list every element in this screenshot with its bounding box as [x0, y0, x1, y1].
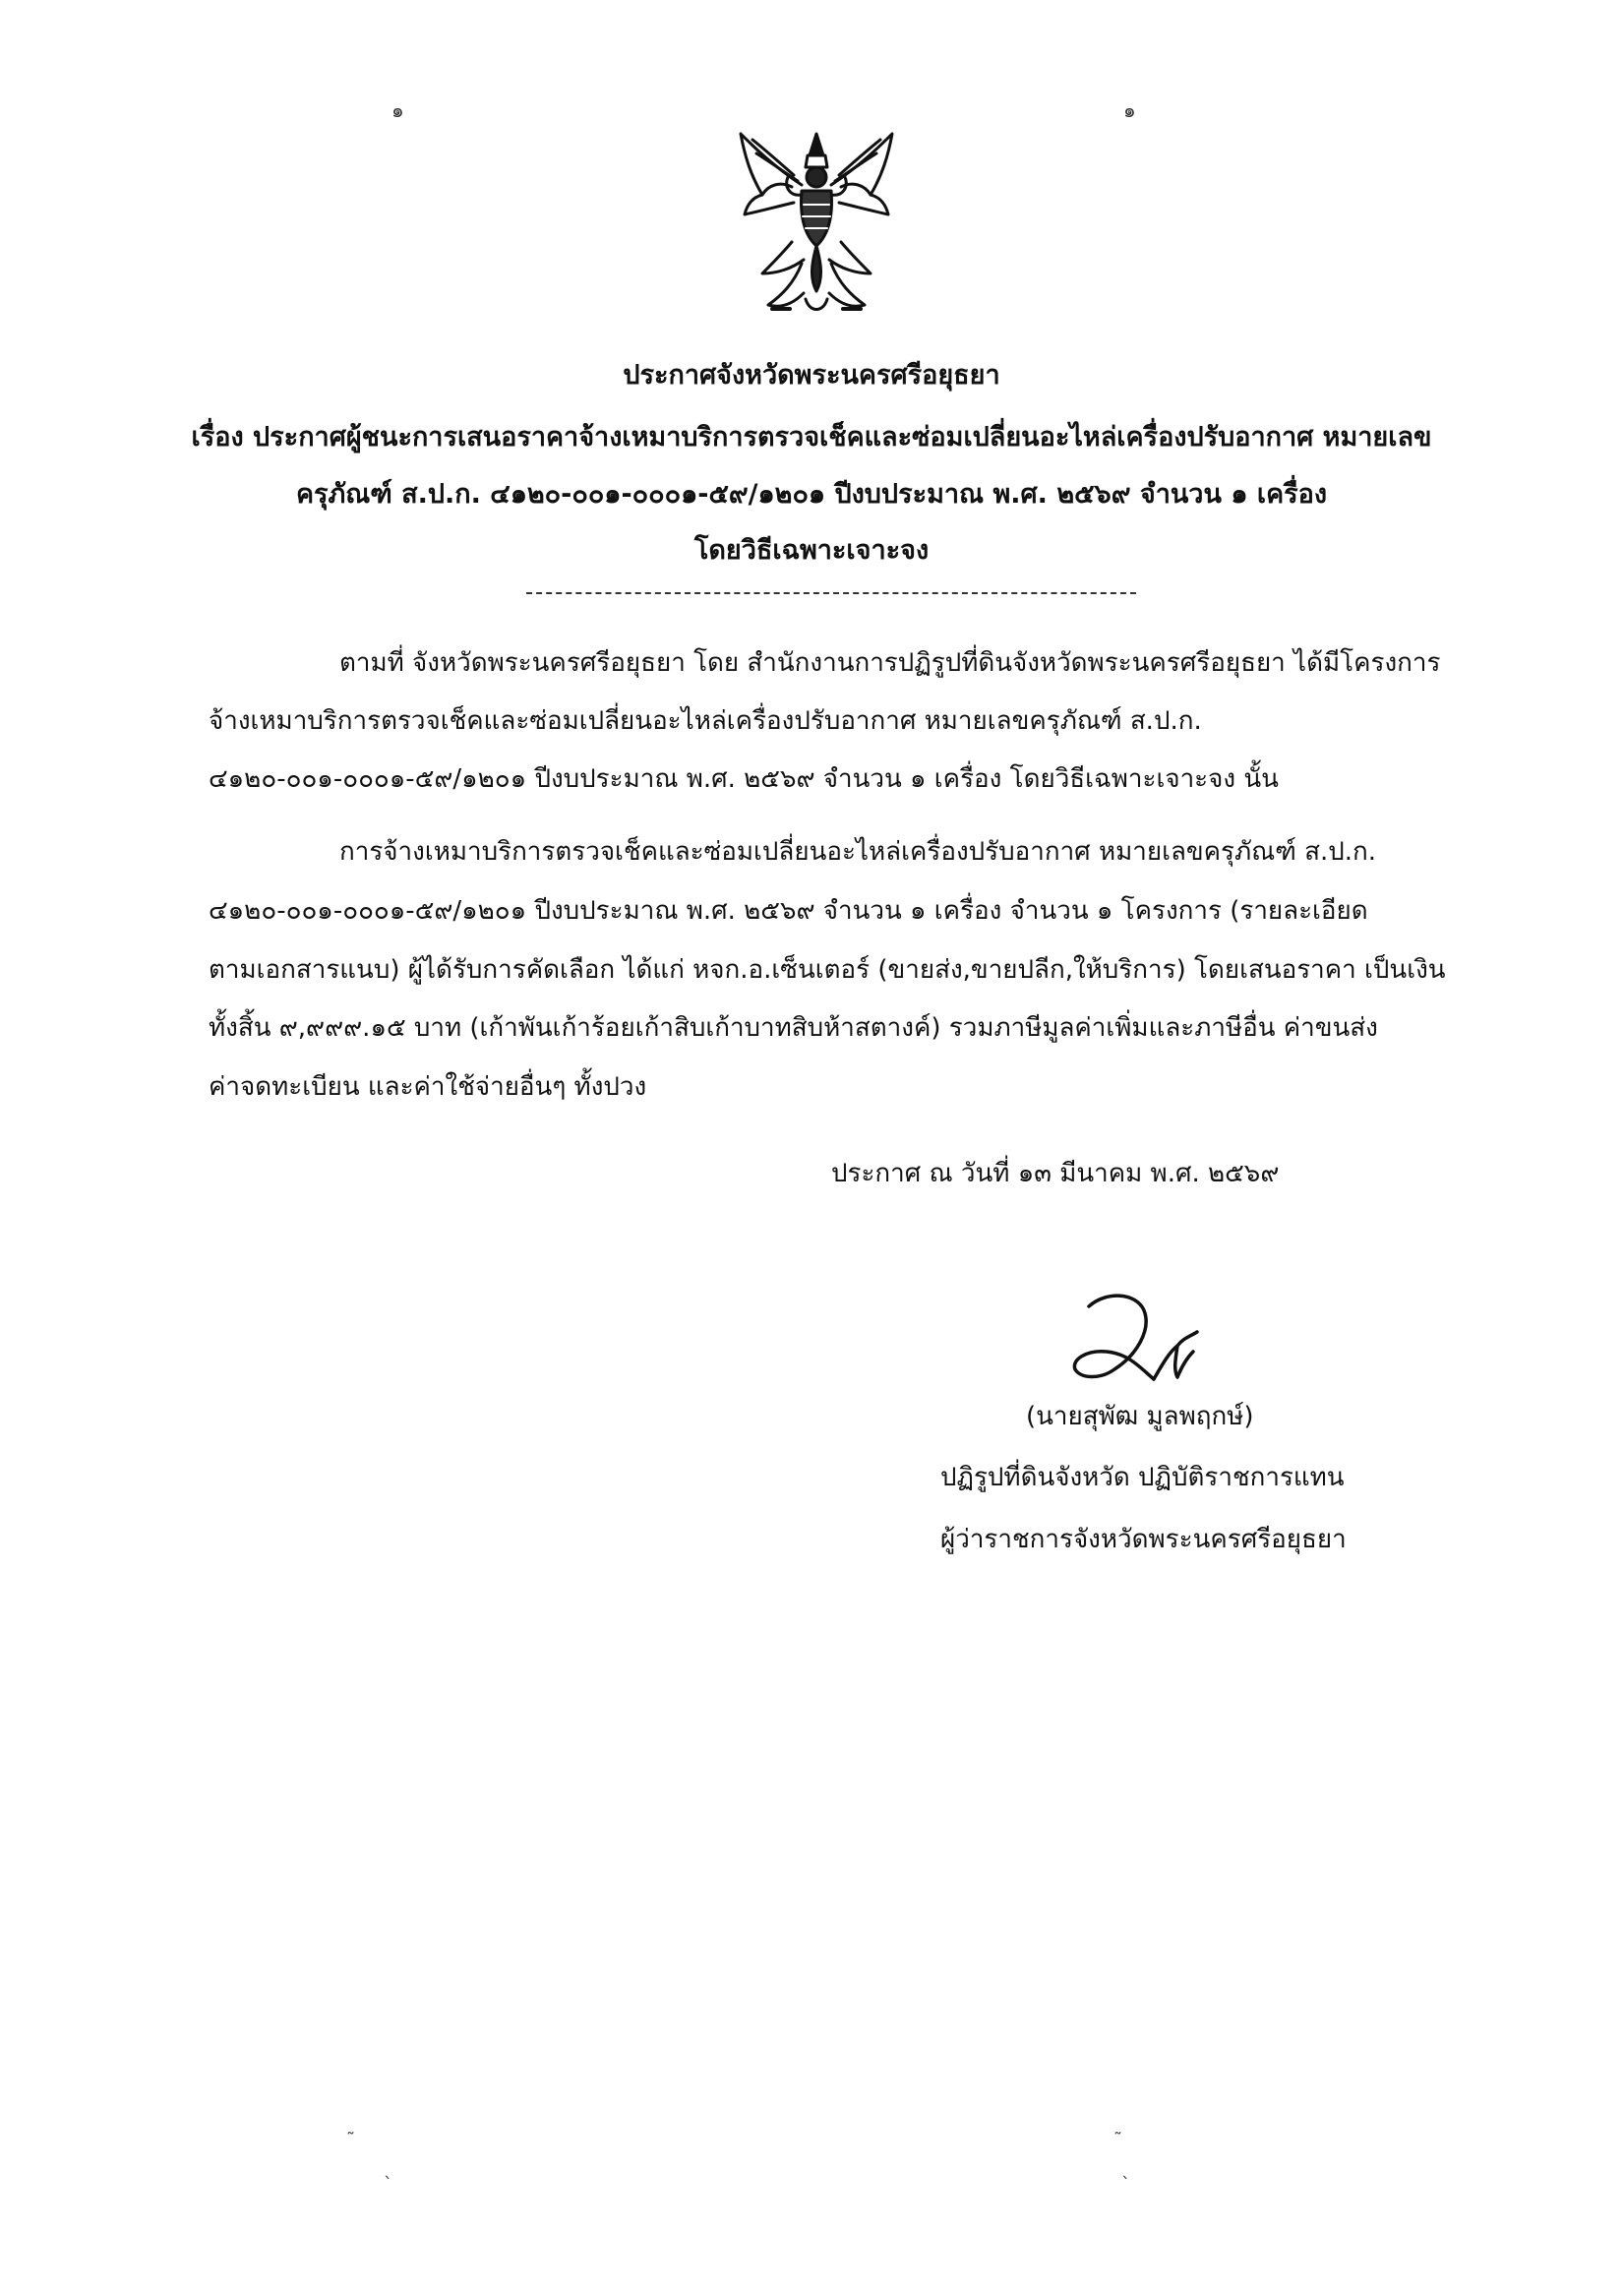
announce-date: ประกาศ ณ วันที่ ๑๓ มีนาคม พ.ศ. ๒๕๖๙ — [831, 1159, 1280, 1188]
top-mark-right: ๑ — [1123, 98, 1136, 122]
paragraph1-line-3: ๔๑๒๐-๐๐๑-๐๐๐๑-๕๙/๑๒๐๑ ปีงบประมาณ พ.ศ. ๒๕๖๙ จำนวน ๑ เครื่อง โดยวิธีเฉพาะเจาะจง นั้น — [209, 764, 1279, 794]
subject-line-3: โดยวิธีเฉพาะเจาะจง — [693, 535, 930, 566]
scan-speck: ˎ — [384, 2159, 392, 2180]
signatory-name: (นายสุพัฒ มูลพฤกษ์) — [1026, 1402, 1254, 1431]
paragraph1-line-2: จ้างเหมาบริการตรวจเช็คและซ่อมเปลี่ยนอะไหล่เครื่องปรับอากาศ หมายเลขครุภัณฑ์ ส.ป.ก. — [209, 706, 1202, 736]
scan-speck: ˜ — [346, 2130, 355, 2150]
paragraph1-line-1: ตามที่ จังหวัดพระนครศรีอยุธยา โดย สำนักงานการปฏิรูปที่ดินจังหวัดพระนครศรีอยุธยา ได้มีโครงการ — [339, 648, 1441, 678]
signatory-position-2: ผู้ว่าราชการจังหวัดพระนครศรีอยุธยา — [940, 1525, 1347, 1554]
signatory-position-1: ปฏิรูปที่ดินจังหวัด ปฏิบัติราชการแทน — [940, 1463, 1345, 1492]
paragraph2-line-1: การจ้างเหมาบริการตรวจเช็คและซ่อมเปลี่ยนอะไหล่เครื่องปรับอากาศ หมายเลขครุภัณฑ์ ส.ป.ก. — [339, 837, 1377, 867]
issuer-title: ประกาศจังหวัดพระนครศรีอยุธยา — [623, 360, 1000, 391]
divider-line — [526, 592, 1136, 594]
garuda-emblem-icon — [733, 126, 900, 323]
subject-line-1: เรื่อง ประกาศผู้ชนะการเสนอราคาจ้างเหมาบริการตรวจเช็คและซ่อมเปลี่ยนอะไหล่เครื่องปรับอากาศ หมายเลข — [191, 422, 1432, 453]
paragraph2-line-5: ค่าจดทะเบียน และค่าใช้จ่ายอื่นๆ ทั้งปวง — [209, 1072, 647, 1102]
paragraph2-line-3: ตามเอกสารแนบ) ผู้ได้รับการคัดเลือก ได้แก่ หจก.อ.เซ็นเตอร์ (ขายส่ง,ขายปลีก,ให้บริการ) โดยเสนอราคา เป็นเงิน — [209, 955, 1446, 985]
paragraph2-line-4: ทั้งสิ้น ๙,๙๙๙.๑๕ บาท (เก้าพันเก้าร้อยเก้าสิบเก้าบาทสิบห้าสตางค์) รวมภาษีมูลค่าเพิ่มและภาษีอื่น ค่าขนส่ง — [209, 1013, 1378, 1043]
paragraph2-line-2: ๔๑๒๐-๐๐๑-๐๐๐๑-๕๙/๑๒๐๑ ปีงบประมาณ พ.ศ. ๒๕๖๙ จำนวน ๑ เครื่อง จำนวน ๑ โครงการ (รายละเอียด — [209, 896, 1368, 926]
scan-speck: ˜ — [1113, 2130, 1122, 2150]
scan-speck: ˎ — [1121, 2159, 1130, 2180]
subject-line-2: ครุภัณฑ์ ส.ป.ก. ๔๑๒๐-๐๐๑-๐๐๐๑-๕๙/๑๒๐๑ ปีงบประมาณ พ.ศ. ๒๕๖๙ จำนวน ๑ เครื่อง — [295, 479, 1328, 510]
handwritten-signature-icon — [1067, 1289, 1215, 1397]
top-mark-left: ๑ — [391, 98, 404, 122]
